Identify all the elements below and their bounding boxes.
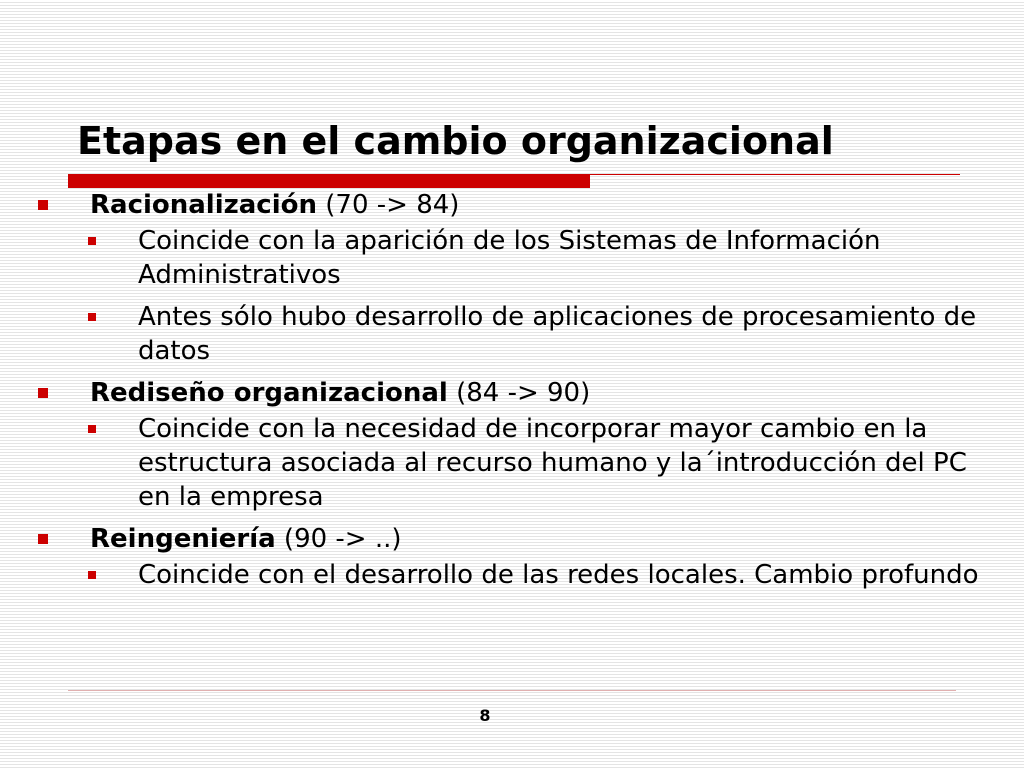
square-bullet-icon (88, 313, 96, 321)
title-underline-rule (590, 174, 960, 175)
sub-bullet (0, 558, 1024, 592)
bullet-range: (84 -> 90) (456, 378, 591, 408)
sub-bullet-text: Antes sólo hubo desarrollo de aplicaciones de procesamiento de datos (138, 302, 977, 366)
sub-bullet (0, 224, 1024, 292)
square-bullet-icon (38, 388, 48, 398)
footer-divider (68, 690, 956, 691)
square-bullet-icon (38, 200, 48, 210)
bullet-term: Reingeniería (90, 524, 276, 554)
slide-body (0, 188, 1024, 600)
bullet-range: (90 -> ..) (283, 524, 402, 554)
bullet-range: (70 -> 84) (325, 190, 460, 220)
sub-bullet-text: Coincide con el desarrollo de las redes locales. Cambio profundo (138, 560, 979, 590)
sub-bullet (0, 412, 1024, 514)
square-bullet-icon (88, 425, 96, 433)
square-bullet-icon (88, 237, 96, 245)
sub-bullet-text: Coincide con la necesidad de incorporar mayor cambio en la estructura asociada al recurso humano y la´introducción del PC en la empresa (138, 414, 967, 512)
bullet-term: Rediseño organizacional (90, 378, 448, 408)
title-underline-bar (68, 174, 590, 188)
square-bullet-icon (38, 534, 48, 544)
sub-bullet-text: Coincide con la aparición de los Sistemas de Información Administrativos (138, 226, 881, 290)
bullet-reingenieria (0, 522, 1024, 556)
bullet-racionalizacion (0, 188, 1024, 222)
sub-bullet (0, 300, 1024, 368)
bullet-rediseno (0, 376, 1024, 410)
square-bullet-icon (88, 571, 96, 579)
page-number: 8 (479, 706, 491, 725)
bullet-term: Racionalización (90, 190, 318, 220)
slide-title: Etapas en el cambio organizacional (77, 119, 834, 163)
